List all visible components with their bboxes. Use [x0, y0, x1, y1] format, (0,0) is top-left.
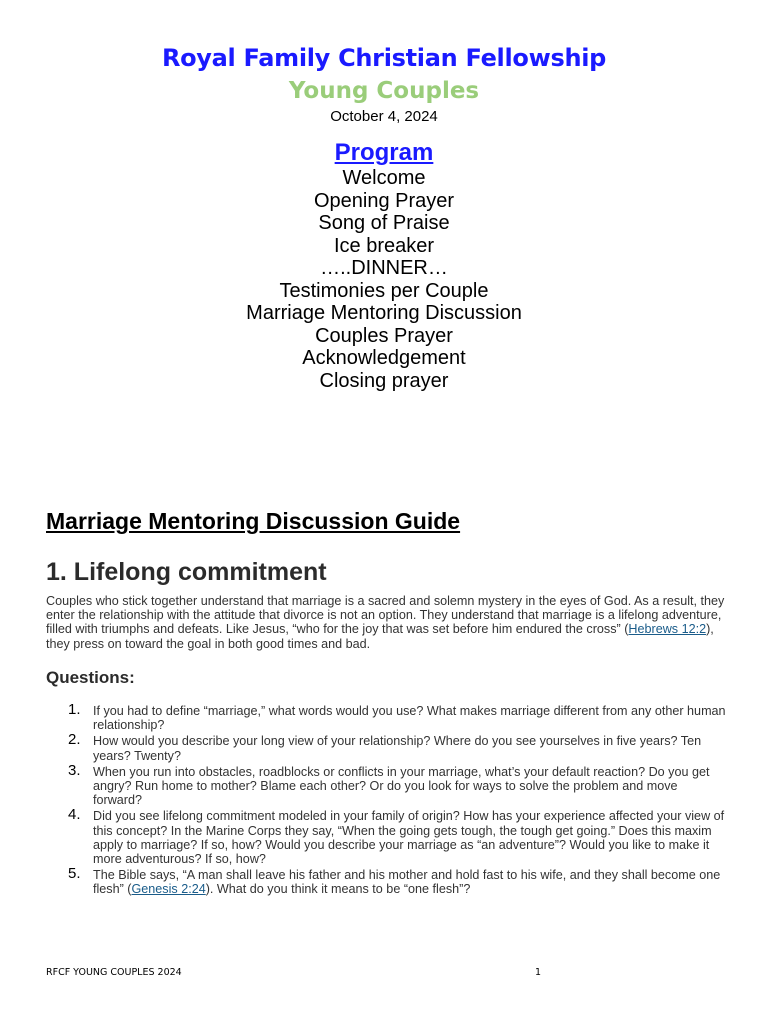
event-date: October 4, 2024	[330, 108, 438, 125]
question-number: 1.	[68, 701, 81, 718]
guide-title: Marriage Mentoring Discussion Guide	[46, 508, 461, 534]
question-item	[46, 865, 726, 897]
program-item: Marriage Mentoring Discussion	[246, 302, 522, 324]
question-number: 5.	[68, 865, 81, 883]
intro-text: ), they press on toward the goal in both good times and bad.	[46, 622, 714, 651]
genesis-link[interactable]: Genesis 2:24	[131, 882, 206, 897]
question-text: When you run into obstacles, roadblocks or conflicts in your marriage, what’s your default reaction? Do you get angry? Run home to mother? Blame each other? Or do you look for ways to solve the problem and move forward?	[93, 764, 710, 808]
page-number: 1	[535, 967, 542, 978]
organization-title: Royal Family Christian Fellowship	[161, 44, 607, 72]
program-item: Couples Prayer	[315, 324, 453, 347]
intro-text: Couples who stick together understand that marriage is a sacred and solemn mystery in the eyes of God. As a result, they enter the relationship with the attitude that divorce is not an option. They understand that marriage is a lifelong adventure, filled with triumphs and defeats. Like Jesus, “who for the joy that was set before him endured the cross” (	[46, 594, 725, 637]
question-text: How would you describe your long view of your relationship? Where do you see yourselves in five years? Ten years? Twenty?	[93, 734, 702, 763]
question-text-part: ). What do you think it means to be “one flesh”?	[205, 882, 471, 897]
question-item	[46, 806, 726, 867]
program-item: Ice breaker	[333, 234, 435, 257]
program-list	[0, 167, 768, 392]
section-title: 1. Lifelong commitment	[46, 558, 327, 586]
intro-paragraph	[46, 594, 726, 651]
program-item: …..DINNER…	[320, 257, 448, 279]
questions-list	[46, 701, 726, 899]
question-item	[46, 761, 726, 808]
program-item: Closing prayer	[319, 369, 449, 392]
footer-label: RFCF YOUNG COUPLES 2024	[46, 967, 182, 978]
program-item: Welcome	[342, 167, 426, 189]
question-text-part: The Bible says, “A man shall leave his father and his mother and hold fast to his wife, and they shall become one flesh” (	[93, 868, 721, 897]
question-item	[46, 701, 726, 733]
program-item: Acknowledgement	[302, 347, 466, 369]
event-subtitle: Young Couples	[288, 78, 480, 104]
questions-heading: Questions:	[46, 668, 135, 687]
question-text	[93, 868, 720, 896]
question-number: 3.	[68, 761, 81, 779]
question-number: 4.	[68, 806, 81, 824]
program-item: Testimonies per Couple	[279, 279, 489, 302]
program-heading: Program	[334, 139, 434, 166]
question-text: Did you see lifelong commitment modeled in your family of origin? How has your experience affected your view of this concept? In the Marine Corps they say, “When the going gets tough, the tough get going.” Does this maxim apply to marriage? If so, how? Would you describe your marriage as “an adventure”? Would you like to make it more adventurous? If so, how?	[93, 809, 725, 867]
hebrews-link[interactable]: Hebrews 12:2	[628, 622, 707, 637]
question-text: If you had to define “marriage,” what words would you use? What makes marriage different from any other human relationship?	[93, 704, 726, 733]
program-item: Song of Praise	[318, 212, 450, 234]
program-item: Opening Prayer	[313, 189, 455, 212]
question-number: 2.	[68, 731, 81, 749]
question-item	[46, 731, 726, 763]
